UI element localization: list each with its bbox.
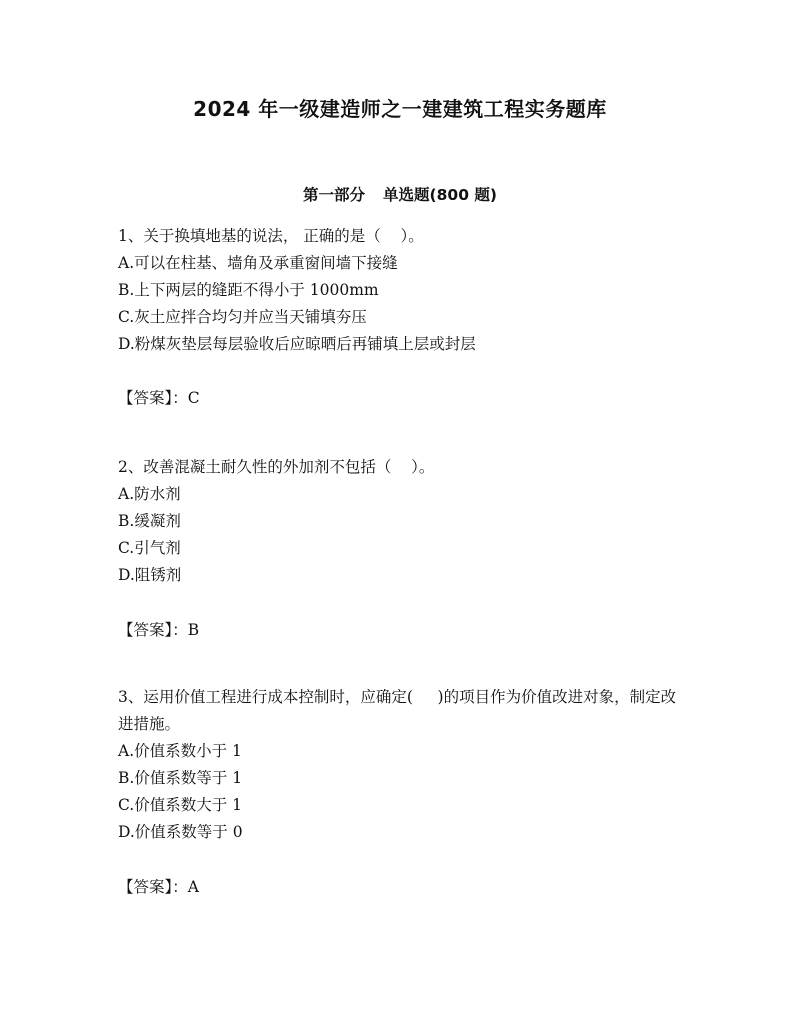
question-2 — [118, 454, 688, 589]
option-d: D.阻锈剂 — [118, 566, 182, 584]
option-b: B.上下两层的缝距不得小于 1000mm — [118, 281, 379, 299]
answer-label: 【答案】： — [118, 389, 188, 407]
answer-3 — [118, 874, 199, 901]
option-c: C.引气剂 — [118, 539, 181, 557]
option-b: B.价值系数等于 1 — [118, 769, 243, 787]
option-c: C.价值系数大于 1 — [118, 796, 243, 814]
document-title: 2024 年一级建造师之一建建筑工程实务题库 — [193, 97, 607, 121]
question-1 — [118, 223, 688, 358]
option-d: D.粉煤灰垫层每层验收后应晾晒后再铺填上层或封层 — [118, 335, 476, 353]
section-part: 第一部分 — [303, 186, 366, 204]
option-list — [118, 481, 688, 589]
answer-label: 【答案】： — [118, 878, 188, 896]
option-list — [118, 250, 688, 358]
answer-2 — [118, 617, 199, 644]
option-list — [118, 738, 688, 846]
question-stem: 1、关于换填地基的说法， 正确的是（ ）。 — [118, 227, 424, 245]
option-c: C.灰土应拌合均匀并应当天铺填夯压 — [118, 308, 367, 326]
option-b: B.缓凝剂 — [118, 512, 181, 530]
option-a: A.价值系数小于 1 — [118, 742, 242, 760]
option-a: A.可以在柱基、墙角及承重窗间墙下接缝 — [118, 254, 398, 272]
answer-value: B — [187, 621, 200, 639]
option-d: D.价值系数等于 0 — [118, 823, 243, 841]
section-heading — [0, 184, 800, 206]
question-stem: 3、运用价值工程进行成本控制时，应确定( )的项目作为价值改进对象，制定改进措施。 — [118, 688, 677, 733]
answer-value: A — [187, 878, 199, 896]
answer-1 — [118, 385, 200, 412]
section-name: 单选题(800 题) — [383, 186, 497, 204]
option-a: A.防水剂 — [118, 485, 181, 503]
answer-value: C — [187, 389, 200, 407]
question-stem: 2、改善混凝土耐久性的外加剂不包括（ ）。 — [118, 458, 435, 476]
question-3 — [118, 684, 688, 846]
answer-label: 【答案】： — [118, 621, 188, 639]
